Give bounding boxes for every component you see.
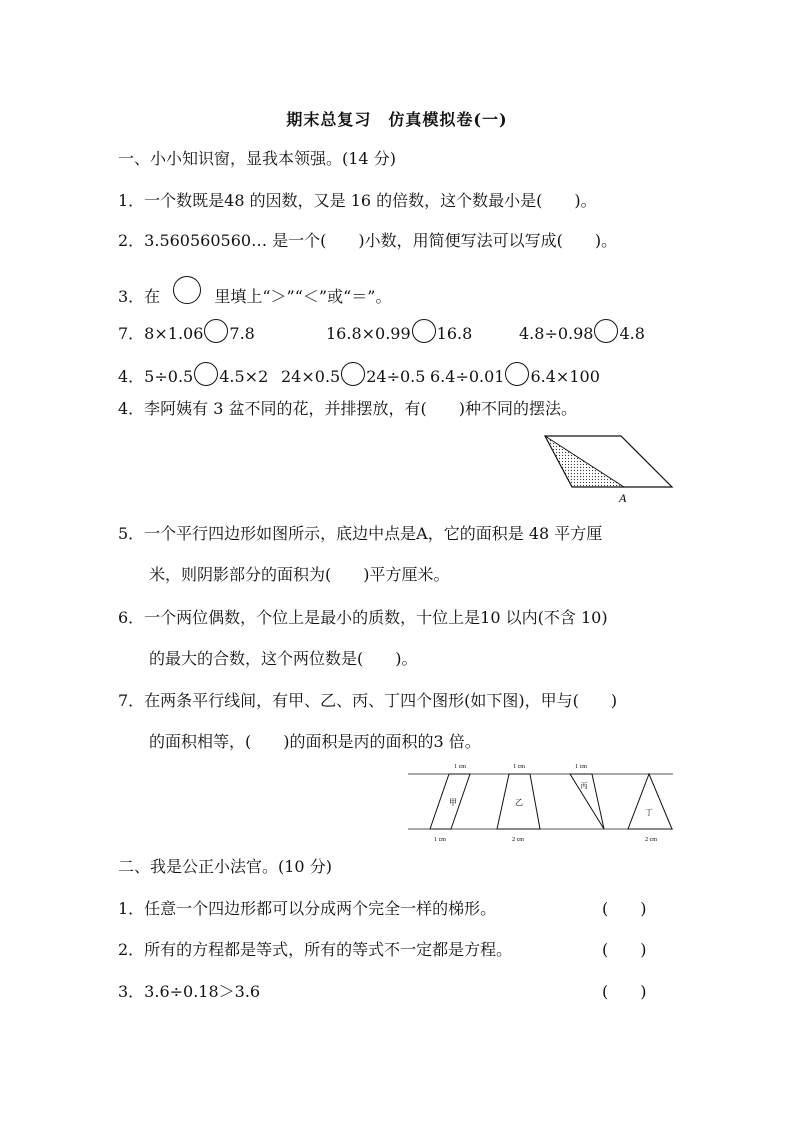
compare-left: 24×0.5 (281, 367, 341, 386)
shape-bing-name: 丙 (580, 782, 588, 790)
shape-ding (628, 774, 672, 829)
compare-left: 7．8×1.06 (118, 324, 204, 343)
answer-circle[interactable] (505, 362, 529, 386)
answer-circle[interactable] (194, 362, 218, 386)
compare-right: 24÷0.5 (366, 367, 426, 386)
judge-answer-1[interactable]: ( ) (602, 899, 647, 918)
shape-yi-name: 乙 (515, 798, 523, 807)
compare-right: 6.4×100 (530, 367, 600, 386)
question-7-line1: 7．在两条平行线间，有甲、乙、丙、丁四个图形(如下图)，甲与( ) (118, 691, 618, 710)
question-5-line1: 5．一个平行四边形如图所示，底边中点是A，它的面积是 48 平方厘 (118, 524, 603, 543)
compare-item (430, 362, 600, 388)
shape-yi-top-label: 1 cm (513, 764, 525, 770)
compare-left: 6.4÷0.01 (430, 367, 505, 386)
point-a-label: A (619, 491, 627, 505)
answer-circle[interactable] (341, 362, 365, 386)
parallelogram-figure (540, 430, 680, 510)
section2-heading: 二、我是公正小法官。(10 分) (118, 857, 332, 876)
shape-jia-top-label: 1 cm (454, 764, 466, 770)
judge-item-2: 2．所有的方程都是等式，所有的等式不一定都是方程。 (118, 940, 513, 959)
answer-circle[interactable] (594, 319, 618, 343)
compare-right: 4.5×2 (219, 367, 269, 386)
judge-answer-3[interactable]: ( ) (602, 982, 647, 1001)
judge-item-3: 3．3.6÷0.18＞3.6 (118, 982, 261, 1001)
answer-circle[interactable] (412, 319, 436, 343)
shape-ding-name: 丁 (645, 808, 653, 817)
question-6-line1: 6．一个两位偶数，个位上是最小的质数，十位上是10 以内(不含 10) (118, 608, 608, 627)
compare-item (519, 319, 645, 345)
compare-left: 4.8÷0.98 (519, 324, 594, 343)
answer-circle[interactable] (204, 319, 228, 343)
compare-item (281, 362, 425, 388)
shapes-figure (408, 760, 678, 848)
question-3-suffix: 里填上“＞”“＜”或“＝”。 (214, 287, 392, 306)
compare-right: 4.8 (619, 324, 645, 343)
question-3 (118, 276, 391, 308)
shape-jia-name: 甲 (449, 798, 457, 807)
question-3-prefix: 3．在 (118, 287, 161, 306)
question-1: 1．一个数既是48 的因数，又是 16 的倍数，这个数最小是( )。 (118, 191, 597, 210)
compare-item (118, 362, 268, 388)
shape-yi-bottom-label: 2 cm (512, 837, 524, 843)
compare-item (326, 319, 472, 345)
section1-heading: 一、小小知识窗，显我本领强。(14 分) (118, 149, 396, 168)
compare-left: 4．5÷0.5 (118, 367, 194, 386)
question-4: 4．李阿姨有 3 盆不同的花，并排摆放，有( )种不同的摆法。 (118, 399, 578, 418)
compare-right: 7.8 (229, 324, 255, 343)
compare-right: 16.8 (436, 324, 473, 343)
question-2: 2．3.560560560… 是一个( )小数，用简便写法可以写成( )。 (118, 231, 618, 250)
judge-answer-2[interactable]: ( ) (602, 940, 647, 959)
judge-item-1: 1．任意一个四边形都可以分成两个完全一样的梯形。 (118, 899, 497, 918)
compare-circle-icon (173, 276, 201, 304)
question-7-line2: 的面积相等，( )的面积是丙的面积的3 倍。 (149, 732, 481, 751)
shape-jia-bottom-label: 1 cm (434, 837, 446, 843)
question-5-line2: 米，则阴影部分的面积为( )平方厘米。 (149, 565, 450, 584)
compare-left: 16.8×0.99 (326, 324, 411, 343)
question-6-line2: 的最大的合数，这个两位数是( )。 (149, 649, 418, 668)
shape-ding-bottom-label: 2 cm (645, 837, 657, 843)
compare-item (118, 319, 255, 345)
page-title: 期末总复习 仿真模拟卷(一) (286, 110, 508, 129)
shape-bing-top-label: 1 cm (575, 764, 587, 770)
